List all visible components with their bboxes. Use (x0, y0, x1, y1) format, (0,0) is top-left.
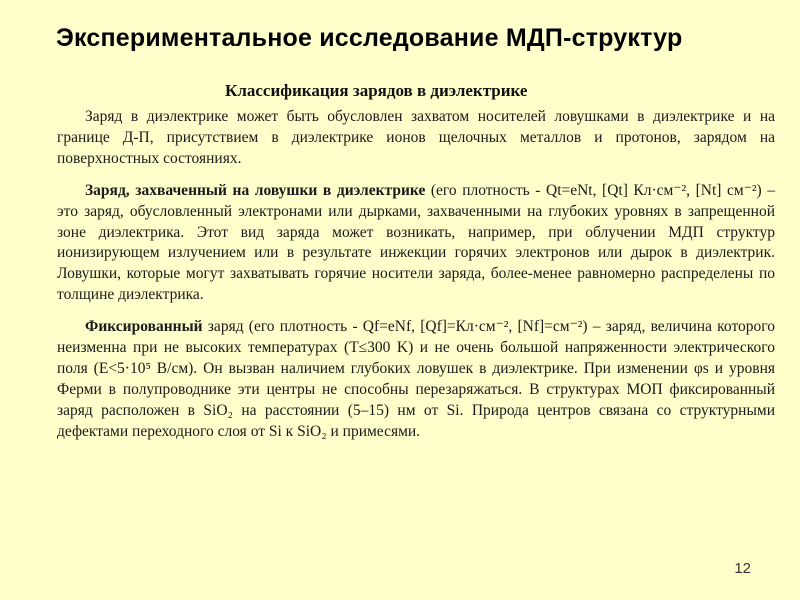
paragraph-charge-origin (57, 107, 775, 170)
paragraph-trapped-charge (57, 181, 775, 306)
paragraph-text: (его плотность - Qt=eNt, [Qt] Кл·см⁻², [Nt] см⁻²) – это заряд, обусловленный электронами или дырками, захваченными на глубоких уровнях в запрещенной зоне диэлектрика. Этот вид заряда может возникать, например, при облучении МДП структур ионизирующем излучением или в результате инжекции горячих электронов или дырок в диэлектрик. Ловушки, которые могут захватывать горячие носители заряда, более-менее равномерно распределены по толщине диэлектрика. (57, 181, 775, 304)
page-title: Экспериментальное исследование МДП-структур (56, 24, 683, 52)
body-text (57, 107, 775, 443)
paragraph-lead: Фиксированный (85, 318, 203, 336)
section-subtitle: Классификация зарядов в диэлектрике (225, 81, 528, 100)
paragraph-text: Заряд в диэлектрике может быть обусловлен захватом носителей ловушками в диэлектрике и на границе Д-П, присутствием в диэлектрике ионов щелочных металлов и протонов, зарядом на поверхностных состояниях. (57, 108, 775, 167)
paragraph-text: заряд (его плотность - Qf=eNf, [Qf]=Кл·см⁻², [Nf]=см⁻²) – заряд, величина которого неизменна при не высоких температурах (T≤300 K) и не очень большой напряженности электрического поля (E<5·10⁵ В/см). Он вызван наличием глубоких ловушек в диэлектрике. При изменении φs и уровня Ферми в полупроводнике эти центры не способны перезаряжаться. В структурах МОП фиксированный заряд расположен в SiO₂ на расстоянии (5–15) нм от Si. Природа центров связана со структурными дефектами переходного слоя от Si к SiO₂ и примесями. (57, 318, 775, 440)
page-number: 12 (734, 560, 751, 577)
paragraph-lead: Заряд, захваченный на ловушки в диэлектрике (85, 181, 426, 199)
paragraph-fixed-charge (57, 317, 775, 442)
